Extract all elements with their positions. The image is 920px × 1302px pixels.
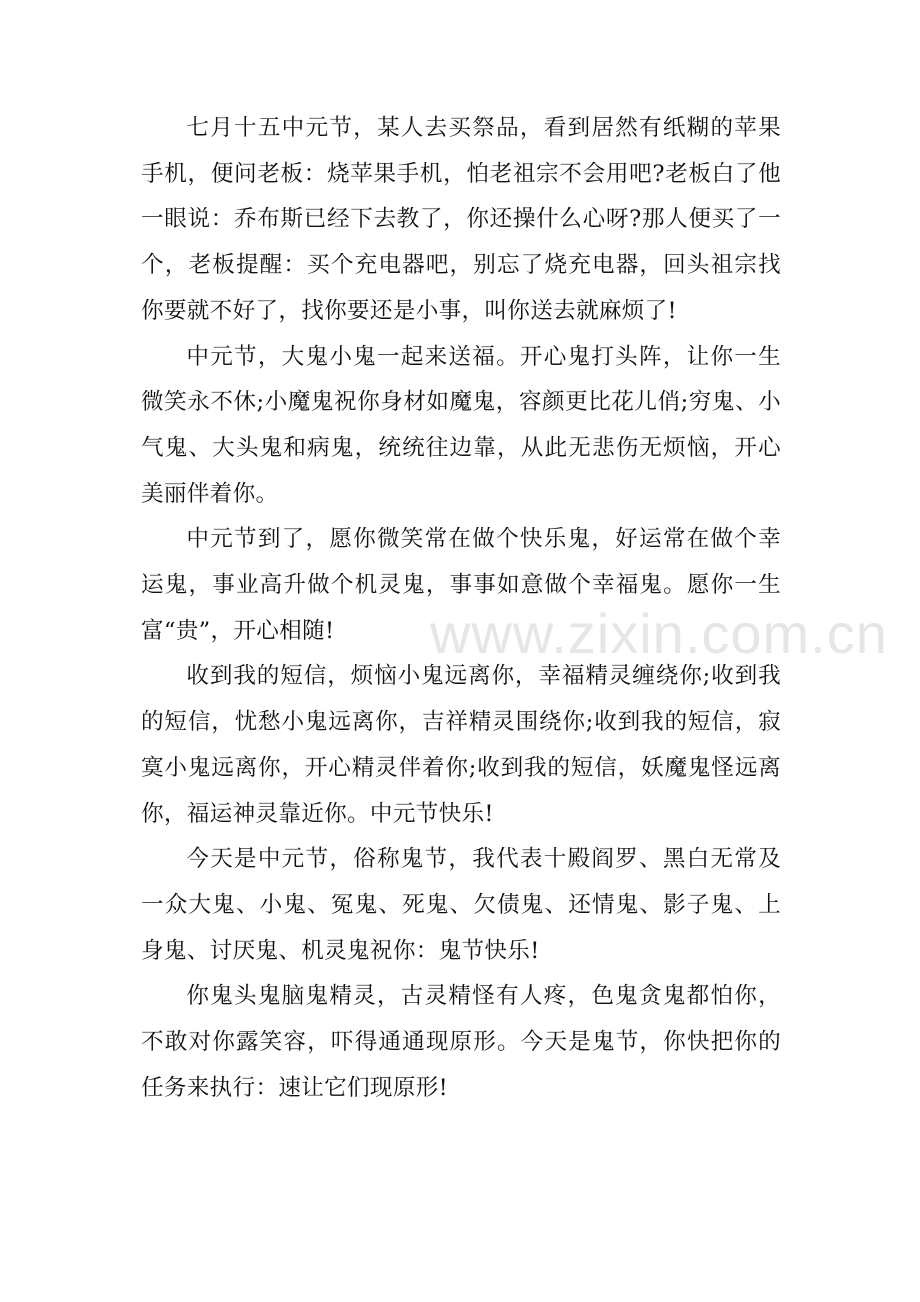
paragraph-6: 你鬼头鬼脑鬼精灵，古灵精怪有人疼，色鬼贪鬼都怕你，不敢对你露笑容，吓得通通现原形。今天是鬼节，你快把你的任务来执行：速让它们现原形!: [141, 983, 781, 1101]
paragraph-4: 收到我的短信，烦恼小鬼远离你，幸福精灵缠绕你;收到我的短信，忧愁小鬼远离你，吉祥精灵围绕你;收到我的短信，寂寞小鬼远离你，开心精灵伴着你;收到我的短信，妖魔鬼怪远离你，福运神灵靠近你。中元节快乐!: [141, 663, 781, 827]
watermark: www.zixin.com.cn: [430, 602, 888, 665]
document-body: [141, 106, 781, 1111]
paragraph-3: 中元节到了，愿你微笑常在做个快乐鬼，好运常在做个幸运鬼，事业高升做个机灵鬼，事事如意做个幸福鬼。愿你一生富“贵”，开心相随!: [141, 526, 781, 644]
paragraph-2: 中元节，大鬼小鬼一起来送福。开心鬼打头阵，让你一生微笑永不休;小魔鬼祝你身材如魔鬼，容颜更比花儿俏;穷鬼、小气鬼、大头鬼和病鬼，统统往边靠，从此无悲伤无烦恼，开心美丽伴着你。: [141, 343, 781, 507]
paragraph-1: 七月十五中元节，某人去买祭品，看到居然有纸糊的苹果手机，便问老板：烧苹果手机，怕老祖宗不会用吧?老板白了他一眼说：乔布斯已经下去教了，你还操什么心呀?那人便买了一个，老板提醒：买个充电器吧，别忘了烧充电器，回头祖宗找你要就不好了，找你要还是小事，叫你送去就麻烦了!: [141, 115, 781, 324]
paragraph-5: 今天是中元节，俗称鬼节，我代表十殿阎罗、黑白无常及一众大鬼、小鬼、冤鬼、死鬼、欠债鬼、还情鬼、影子鬼、上身鬼、讨厌鬼、机灵鬼祝你：鬼节快乐!: [141, 846, 781, 964]
